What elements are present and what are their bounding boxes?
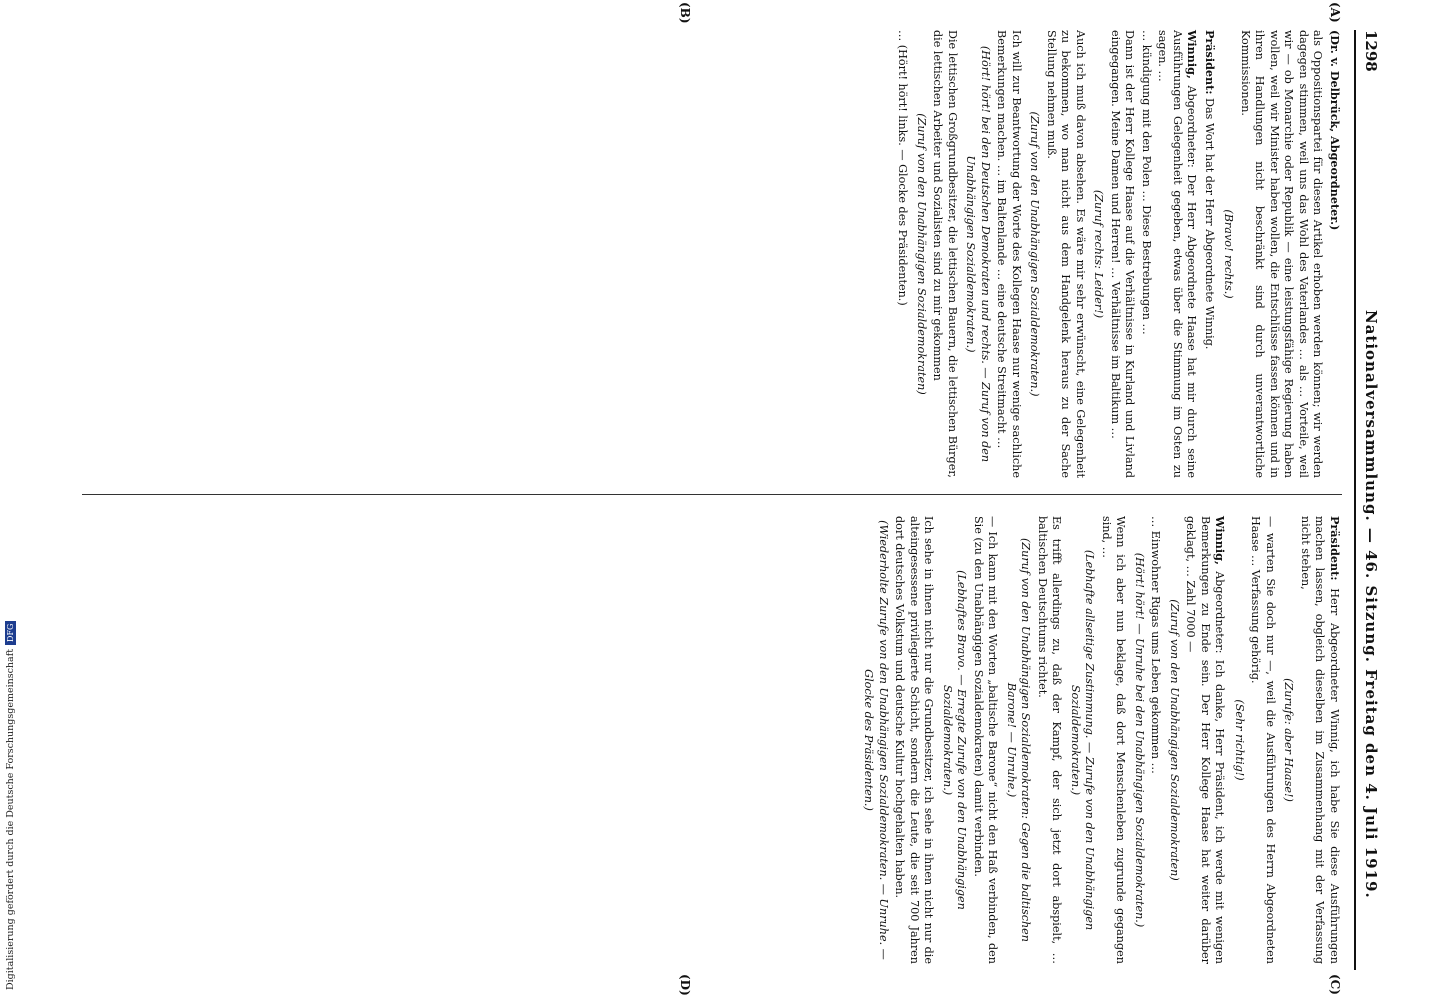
- interjection: (Zuruf von den Unabhängigen Sozialdemokraten.): [1028, 111, 1042, 397]
- left-column: [893, 30, 1342, 478]
- paragraph: — Ich kann mit den Worten „baltische Barone“ nicht den Haß verbinden, den Sie (zu den Unabhängigen Sozialdemokraten) damit verbinden.: [972, 516, 1000, 964]
- rotated-document-page: [62, 2, 1382, 996]
- paragraph: Ich sehe in ihnen nicht nur die Grundbesitzer, ich sehe in ihnen nicht nur die alteingesessene privilegierte Schicht, sondern die Leute, die seit 700 Jahren dort deutsches Volkstum und deutsche Kultur hochgehalten haben.: [893, 516, 936, 964]
- interjection: (Zuruf rechts: Leider!): [1092, 189, 1106, 319]
- interjection: (Zurufe: aber Haase!): [1282, 678, 1296, 802]
- paragraph: … Einwohner Rigas ums Leben gekommen …: [1149, 516, 1163, 774]
- funding-note: [5, 621, 16, 990]
- dfg-logo: DFG: [5, 621, 16, 645]
- speech-text: Das Wort hat der Herr Abgeordnete Winnig.: [1203, 98, 1216, 350]
- speaker-paragraph: [1327, 30, 1343, 478]
- paragraph: Die lettischen Großgrundbesitzer, die lettischen Bauern, die lettischen Bürger, die lettischen Arbeiter und Sozialisten sind zu mir gekommen: [931, 30, 959, 478]
- speaker-name: Präsident:: [1328, 516, 1342, 581]
- interjection: (Wiederholte Zurufe von den Unabhängigen Sozialdemokraten. — Unruhe. — Glocke des Präsidenten.): [862, 520, 890, 960]
- running-title: Nationalversammlung. — 46. Sitzung. Freitag den 4. Juli 1919.: [1362, 310, 1380, 899]
- interjection: (Lebhaftes Bravo. — Erregte Zurufe von den Unabhängigen Sozialdemokraten.): [941, 570, 969, 910]
- paragraph: Ich will zur Beantwortung der Worte des Kollegen Haase nur wenige sachliche Bemerkungen machen. … im Baltenlande … eine deutsche Streitmacht …: [995, 30, 1023, 478]
- paragraph: als Oppositionspartei für diesen Artikel erhoben werden können; wir werden dagegen stimmen, weil uns das Wohl des Vaterlandes … als … Vorteile, weil wir — ob Monarchie oder Republik — eine leistungsfähige Regierung haben wollen, weil wir Minister haben wollen, die Entschlüsse fassen können und in ihren Handlungen nicht beschränkt sind durch unverantwortliche Kommissionen.: [1239, 30, 1325, 478]
- column-divider: [82, 494, 1342, 495]
- speaker-name: Präsident:: [1203, 30, 1217, 95]
- speaker-paragraph: [1155, 30, 1200, 478]
- speech-text: Abgeordneter: Der Herr Abgeordnete Haase hat mir durch seine Ausführungen Gelegenheit gegeben, etwas über die Stimmung im Osten zu sagen. …: [1156, 30, 1199, 478]
- right-column: [857, 516, 1342, 964]
- page-header: [1356, 30, 1382, 970]
- interjection: (Zuruf von den Unabhängigen Sozialdemokraten): [1168, 599, 1181, 881]
- paragraph: … kündigung mit den Polen … Diese Bestrebungen …: [1140, 30, 1153, 335]
- page-number: 1298: [1362, 30, 1380, 72]
- paragraph: … (Hört! hört! links. — Glocke des Präsidenten.): [896, 30, 910, 306]
- paragraph: Wenn ich aber nun beklage, daß dort Menschenleben zugrunde gegangen sind, …: [1100, 516, 1128, 964]
- interjection: (Lebhafte allseitige Zustimmung. — Zurufe von den Unabhängigen Sozialdemokraten.): [1069, 549, 1097, 931]
- speaker-paragraph: [1298, 516, 1343, 964]
- speaker-name: (Dr. v. Delbrück, Abgeordneter.): [1328, 30, 1342, 231]
- speech-text: Abgeordneter: Ich danke, Herr Präsident, ich werde mit wenigen Bemerkungen zu Ende sein. Der Herr Kollege Haase hat weiter darüber geklagt, … Zahl 7000 —: [1184, 516, 1227, 964]
- speaker-name: Winnig,: [1185, 30, 1200, 79]
- interjection: (Hört! hört! bei den Deutschen Demokraten und rechts. — Zuruf von den Unabhängigen Sozialdemokraten.): [964, 45, 992, 463]
- interjection: (Hört! hört! — Unruhe bei den Unabhängigen Sozialdemokraten.): [1133, 552, 1146, 928]
- speaker-name: Winnig,: [1213, 516, 1228, 565]
- interjection: (Zuruf von den Unabhängigen Sozialdemokraten): [915, 113, 928, 395]
- margin-letter-c: (C): [1328, 974, 1342, 995]
- margin-letter-b: (B): [678, 2, 692, 24]
- funding-note-text: Digitalisierung gefördert durch die Deutsche Forschungsgemeinschaft: [5, 648, 16, 990]
- paragraph: Auch ich muß davon absehen. Es wäre mir sehr erwünscht, eine Gelegenheit zu bekommen, wo man nicht aus dem Handgelenk heraus zu der Sache Stellung nehmen muß.: [1045, 30, 1087, 478]
- paragraph: Es trifft allerdings zu, daß der Kampf, der sich jetzt dort abspielt, … baltischen Deutschtums richtet.: [1036, 516, 1064, 964]
- paragraph: — warten Sie doch nur —, weil die Ausführungen des Herrn Abgeordneten Haase … Verfassung gehörig.: [1249, 516, 1277, 964]
- interjection: (Sehr richtig!): [1233, 699, 1246, 781]
- speaker-paragraph: [1202, 30, 1218, 478]
- interjection: (Bravo! rechts.): [1222, 209, 1236, 299]
- speech-text: Herr Abgeordneter Winnig, ich habe Sie diese Ausführungen machen lassen, obgleich dieselben im Zusammenhang mit der Verfassung nicht stehen,: [1299, 516, 1341, 964]
- margin-letter-d: (D): [678, 974, 692, 996]
- speaker-paragraph: [1183, 516, 1228, 964]
- margin-letter-a: (A): [1328, 2, 1342, 23]
- paragraph: Dann ist der Herr Kollege Haase auf die Verhältnisse in Kurland und Livland eingegangen. Meine Damen und Herren! … Verhältnisse im Baltikum …: [1109, 30, 1137, 478]
- header-rule: [1354, 30, 1356, 970]
- interjection: (Zuruf von den Unabhängigen Sozialdemokraten: Gegen die baltischen Barone! — Unruhe.): [1005, 537, 1033, 942]
